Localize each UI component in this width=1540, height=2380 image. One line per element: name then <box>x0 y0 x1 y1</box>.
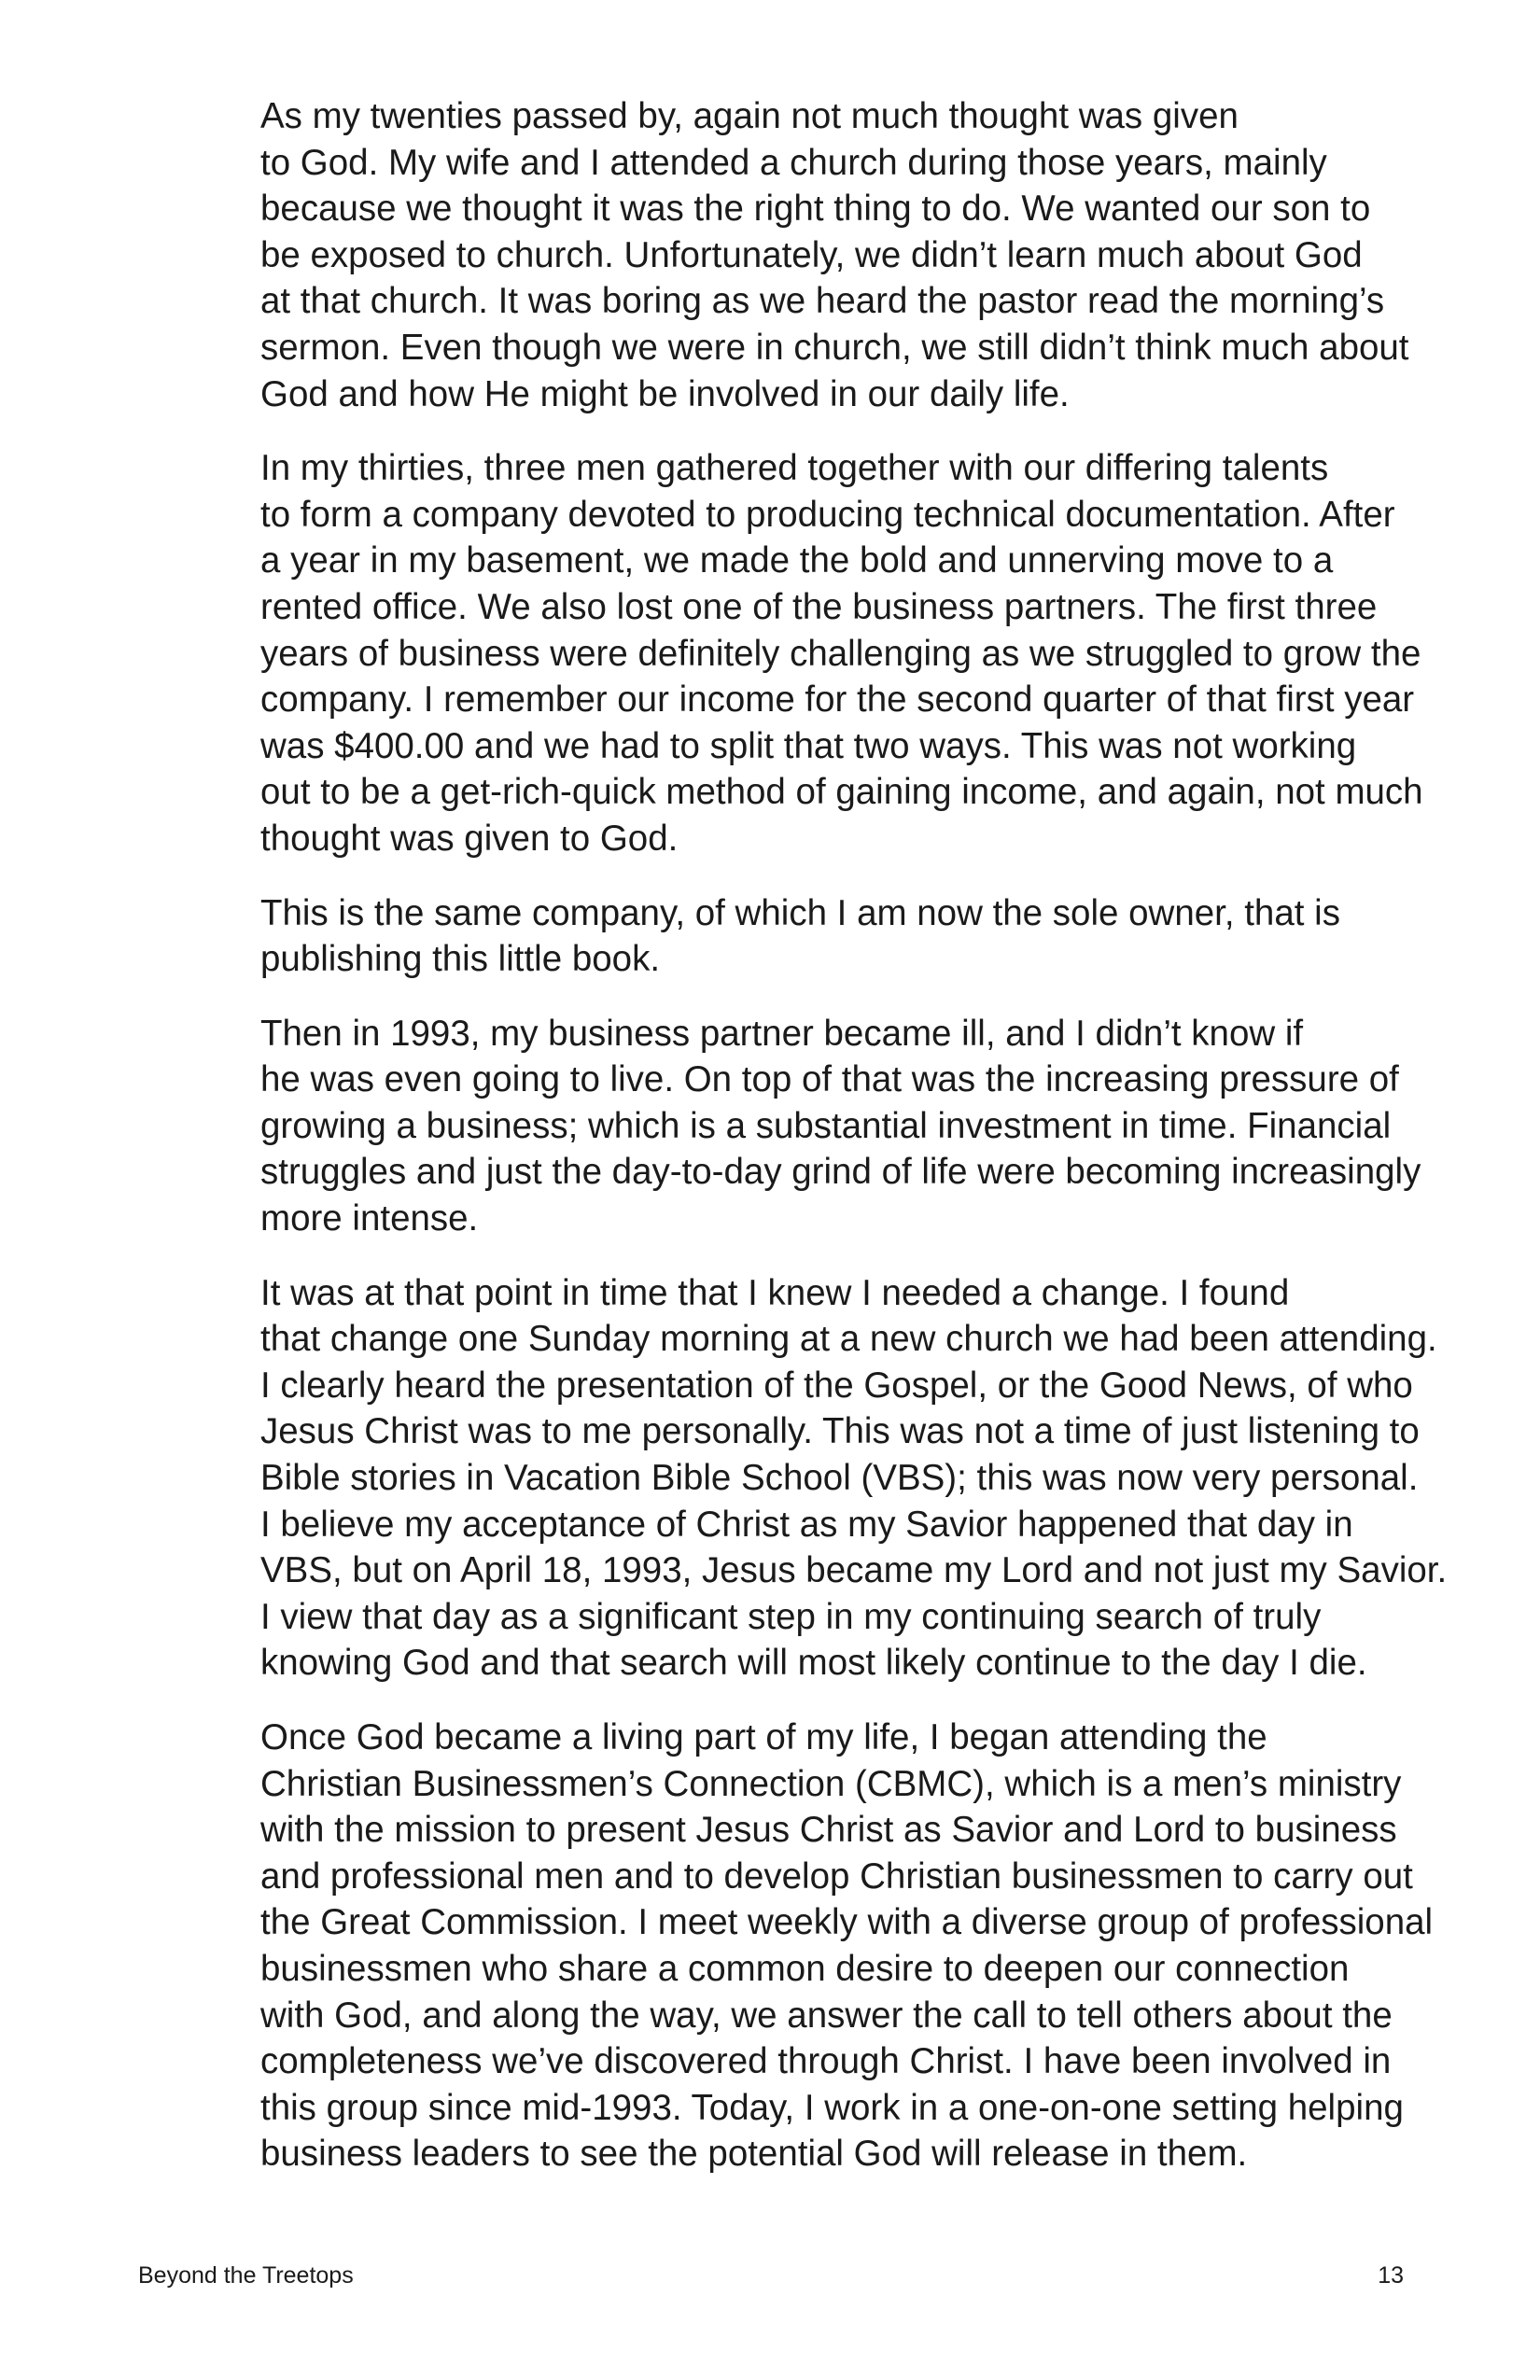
text-line: Jesus Christ was to me personally. This was not a time of just listening to <box>260 1411 1420 1452</box>
text-line: knowing God and that search will most likely continue to the day I die. <box>260 1643 1367 1684</box>
text-line: In my thirties, three men gathered together with our differing talents <box>260 448 1329 489</box>
text-line: I believe my acceptance of Christ as my Savior happened that day in <box>260 1504 1353 1545</box>
text-line: I clearly heard the presentation of the Gospel, or the Good News, of who <box>260 1365 1413 1406</box>
text-line: years of business were definitely challenging as we struggled to grow the <box>260 633 1421 674</box>
page-body <box>175 93 1448 2205</box>
running-footer-title: Beyond the Treetops <box>138 2262 354 2289</box>
text-line: struggles and just the day-to-day grind of life were becoming increasingly <box>260 1152 1421 1193</box>
text-line: to God. My wife and I attended a church during those years, mainly <box>260 142 1327 183</box>
text-line: God and how He might be involved in our daily life. <box>260 373 1070 414</box>
text-line: the Great Commission. I meet weekly with a diverse group of professional <box>260 1902 1434 1943</box>
text-line: Once God became a living part of my life, I began attending the <box>260 1717 1267 1757</box>
text-line: to form a company devoted to producing technical documentation. After <box>260 494 1395 535</box>
text-line: this group since mid-1993. Today, I work in a one-on-one setting helping <box>260 2087 1404 2128</box>
text-line: with God, and along the way, we answer the call to tell others about the <box>260 1995 1393 2036</box>
paragraph-3 <box>175 890 1388 983</box>
text-line: Then in 1993, my business partner became ill, and I didn’t know if <box>260 1013 1304 1054</box>
text-line: Christian Businessmen’s Connection (CBMC), which is a men’s ministry <box>260 1763 1402 1804</box>
text-line: publishing this little book. <box>260 939 661 980</box>
text-line: he was even going to live. On top of that was the increasing pressure of <box>260 1059 1399 1100</box>
text-line: and professional men and to develop Christian businessmen to carry out <box>260 1855 1413 1897</box>
text-line: more intense. <box>260 1198 479 1239</box>
text-line: was $400.00 and we had to split that two ways. This was not working <box>260 725 1357 766</box>
text-line: that change one Sunday morning at a new church we had been attending. <box>260 1319 1437 1360</box>
paragraph-4 <box>175 1011 1421 1242</box>
page-number: 13 <box>1378 2262 1404 2289</box>
text-line: It was at that point in time that I knew I needed a change. I found <box>260 1272 1290 1313</box>
text-line: sermon. Even though we were in church, we still didn’t think much about <box>260 327 1409 368</box>
text-line: I view that day as a significant step in my continuing search of truly <box>260 1596 1322 1637</box>
text-line: thought was given to God. <box>260 818 679 859</box>
text-line: a year in my basement, we made the bold and unnerving move to a <box>260 540 1334 581</box>
text-line: company. I remember our income for the second quarter of that first year <box>260 679 1415 721</box>
text-line: be exposed to church. Unfortunately, we didn’t learn much about God <box>260 234 1363 275</box>
text-line: business leaders to see the potential God will release in them. <box>260 2134 1248 2175</box>
text-line: This is the same company, of which I am now the sole owner, that is <box>260 892 1340 933</box>
text-line: As my twenties passed by, again not much thought was given <box>260 96 1239 136</box>
text-line: Bible stories in Vacation Bible School (VBS); this was now very personal. <box>260 1458 1419 1499</box>
text-line: growing a business; which is a substantial investment in time. Financial <box>260 1105 1392 1146</box>
text-line: out to be a get-rich-quick method of gaining income, and again, not much <box>260 772 1423 813</box>
paragraph-6 <box>175 1715 1434 2177</box>
paragraph-1 <box>175 93 1409 417</box>
paragraph-2 <box>175 445 1423 861</box>
text-line: businessmen who share a common desire to deepen our connection <box>260 1948 1350 1989</box>
text-line: rented office. We also lost one of the business partners. The first three <box>260 586 1378 627</box>
text-line: because we thought it was the right thing to do. We wanted our son to <box>260 189 1371 230</box>
text-line: with the mission to present Jesus Christ as Savior and Lord to business <box>260 1810 1397 1851</box>
text-line: at that church. It was boring as we heard the pastor read the morning’s <box>260 281 1385 322</box>
paragraph-5 <box>175 1270 1448 1687</box>
text-line: VBS, but on April 18, 1993, Jesus became my Lord and not just my Savior. <box>260 1550 1448 1591</box>
text-line: completeness we’ve discovered through Christ. I have been involved in <box>260 2041 1392 2082</box>
